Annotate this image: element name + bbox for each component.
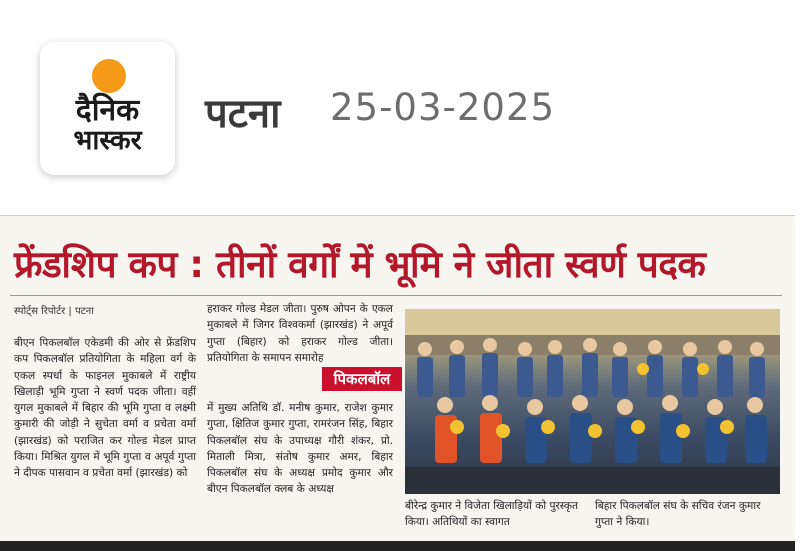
- photo-caption-right: बिहार पिकलबॉल संघ के सचिव रंजन कुमार गुप्ता ने किया।: [595, 500, 761, 529]
- article-headline: फ्रेंडशिप कप : तीनों वर्गों में भूमि ने जीता स्वर्ण पदक: [14, 243, 706, 286]
- logo-line-1: दैनिक: [75, 93, 140, 128]
- publish-date: 25-03-2025: [330, 86, 556, 129]
- dainik-bhaskar-logo: [40, 42, 175, 175]
- article-column-2-top: हराकर गोल्ड मेडल जीता। पुरुष ओपन के एकल मुकाबले में जिगर विश्वकर्मा (झारखंड) ने अपूर्व गुप्ता (बिहार) को हराकर गोल्ड जीता। प्रतियोगिता के समापन समारोह: [207, 303, 393, 364]
- sun-icon: [92, 59, 126, 93]
- logo-line-2: भास्कर: [73, 125, 142, 156]
- byline: स्पोर्ट्स रिपोर्टर | पटना: [14, 306, 94, 317]
- city-name: पटना: [205, 91, 281, 137]
- next-article-strip: [0, 541, 795, 551]
- photo-caption-left: बीरेन्द्र कुमार ने विजेता खिलाड़ियों को पुरस्कृत किया। अतिथियों का स्वागत: [405, 500, 579, 529]
- section-tag: पिकलबॉल: [322, 367, 402, 391]
- article-column-2-rest: में मुख्य अतिथि डॉ. मनीष कुमार, राजेश कुमार गुप्ता, क्षितिज कुमार गुप्ता, रामरंजन सिंह, बिहार पिकलबॉल संघ के उपाध्यक्ष गौरी शंकर, प्रो. मिताली मित्रा, संतोष कुमार अमर, बिहार पिकलबॉल संघ के अध्यक्ष प्रमोद कुमार और बीएन पिकलबॉल क्लब के अध्यक्ष: [207, 402, 393, 496]
- page-header: [0, 0, 803, 215]
- winners-group-photo: [405, 309, 780, 494]
- newspaper-clipping: [0, 215, 795, 551]
- group-photo-illustration: [405, 309, 780, 494]
- top-divider: [0, 215, 795, 216]
- article-column-1: बीएन पिकलबॉल एकेडमी की ओर से फ्रेंडशिप कप पिकलबॉल प्रतियोगिता के महिला वर्ग के एकल स्पर्धा के फाइनल मुकाबले में राष्ट्रीय खिलाड़ी भूमि गुप्ता ने स्वर्ण पदक जीता। वहीं युगल मुकाबले में बिहार की भूमि गुप्ता व लक्ष्मी कुमारी की जोड़ी ने सुचेता वर्मा व प्रचेता वर्मा (झारखंड) को पराजित कर गोल्ड मेडल प्राप्त किया। मिश्रित युगल में भूमि गुप्ता व अपूर्व गुप्ता ने दीपक पासवान व प्रचेता वर्मा (झारखंड) को: [14, 337, 196, 480]
- headline-rule: [10, 295, 782, 296]
